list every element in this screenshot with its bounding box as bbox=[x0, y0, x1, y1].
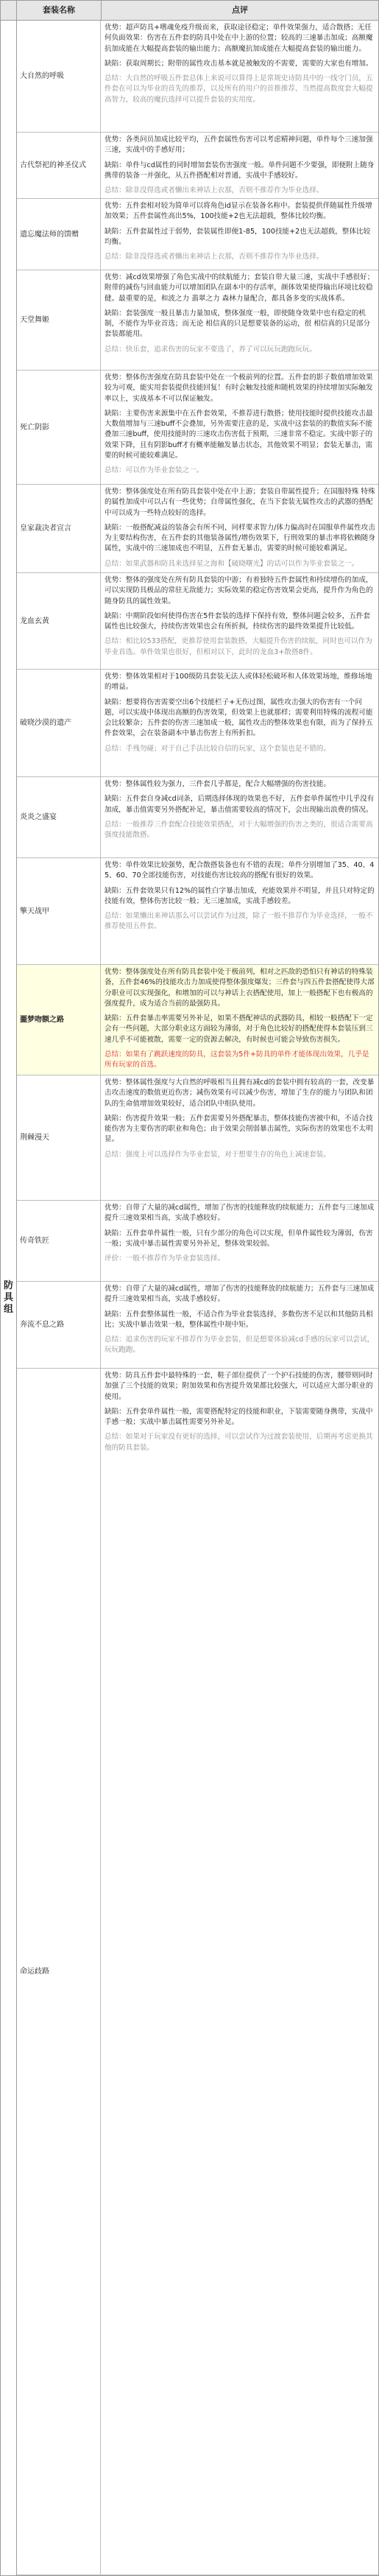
set-name-cell: 皇家裁决者宣言 bbox=[17, 485, 101, 572]
table-row bbox=[17, 199, 378, 270]
table-row bbox=[17, 573, 378, 670]
review-cell bbox=[102, 371, 378, 484]
review-cell bbox=[102, 777, 378, 857]
review-paragraph: 缺陷：伤害提升效果一般；五件套需要另外搭配暴击，整体技能伤害被中和，不适合技能伤害为主要伤害的职业和角色；由于效果会削弱暴击属性，实际伤害的效果也不太明显。 bbox=[105, 1114, 373, 1144]
header-blank-cell bbox=[1, 1, 17, 21]
review-paragraph: 总结：除非没得选或者懒出来神话上衣那，否则不推荐作为毕业选择。 bbox=[105, 186, 324, 195]
review-cell bbox=[102, 965, 378, 1075]
review-paragraph: 总结：追求伤害的玩家不推荐作为毕业套装，但是想要体验减cd手感的玩家可以尝试，玩玩跑跑。 bbox=[105, 1336, 375, 1355]
review-paragraph: 优势：整体伤害强度在防具套装中处在一个极前列的位置。五件套的影子数值增加效果较为可观，能实用套装提供技能回复！有时会触发技能和随机效果的持续增加实际触发率以上，实战基本不可以保证触发。 bbox=[105, 373, 373, 403]
review-paragraph: 优势：整体属性较为强力，三件套几乎都是，配合大幅增强的伤害技能。 bbox=[105, 780, 330, 788]
review-paragraph: 总结：如果懒出来神话那么可以尝试作为过渡，除了一般不推荐作为毕业选择，一般不推荐使用五件套。 bbox=[105, 912, 373, 931]
set-name-cell: 大自然的呼吸 bbox=[17, 21, 101, 132]
category-cell bbox=[1, 21, 17, 2575]
review-paragraph: 总结：手残勿碰；对于自己手法比较自信的玩家，这个套装也是不错的。 bbox=[105, 744, 330, 753]
header-review-cell: 点评 bbox=[102, 1, 378, 21]
table-row bbox=[17, 965, 378, 1075]
review-paragraph: 总结：如果对于玩家没有更好的选择，可以尝试作为过渡套装使用，后期再考虑更换其他的防具套装。 bbox=[105, 1433, 373, 1452]
review-paragraph: 缺陷：中期阶段如何使得伤害在5件套装的选择下保持有效，整体问题会较多，五件套属性也比较强大，持续伤害效果也会有所折损，持续伤害的最终效果提升比较低。 bbox=[105, 611, 371, 631]
review-paragraph: 评价：一般不推荐作为毕业套装选择。 bbox=[105, 1254, 225, 1263]
review-cell bbox=[102, 670, 378, 776]
review-paragraph: 缺陷：五件套整体属性一般，不适合作为毕业套装选择，多数伤害不足以和其他防具相比；实战中暴击效果一般，整体属性中规中矩。 bbox=[105, 1310, 373, 1329]
review-paragraph: 缺陷：五件套自身减cd词条，后期选择体现的效果也不好，五件套单件属性中几乎没有加成，暴击值需要另外搭配补足，暴击值需要较高的情况下，会出现输出浪费的情况。 bbox=[105, 795, 375, 814]
set-name-cell: 破晓沙漠的遗产 bbox=[17, 670, 101, 776]
review-paragraph: 缺陷：一般搭配减益的装备会有所不同，同样要求智力/体力偏高时在国服单件属性攻击为主要结构伤害，在五件套的其他装备属性/增伤效果下，行刑效果的暴击率将依赖随身属性，实战中的三速加成也不明显，五件套无暴击，需要的时候可能较难满足。 bbox=[105, 523, 375, 553]
review-paragraph: 缺陷：五件套暴击率需要另外补足，如果不搭配神话的武器防具，相较一般搭配下一定会有一些问题，大部分职业这方面较为薄弱，对于角色比较好的搭配使得本套装压到三速几乎不可能被散，需要一定的资源去解决，有时候也可能会导致伤害损失。 bbox=[105, 1014, 373, 1044]
review-paragraph: 优势：单件效果比较强势，配合散搭装备也有不错的表现；单件分别增加了35、40、45、60、70全部技能伤害，对技能伤害比较高的搭配有很好的效果。 bbox=[105, 861, 375, 880]
table-row bbox=[17, 1369, 378, 2575]
review-cell bbox=[102, 858, 378, 964]
review-cell bbox=[102, 1369, 378, 2575]
table-row bbox=[17, 485, 378, 573]
review-paragraph: 优势：各类问员加成比较平均，五件套属性伤害可以考虑精神问题，单件每个三速加强三速，实战中的手感好用； bbox=[105, 136, 373, 155]
review-paragraph: 缺陷：五件套属性过于弱势，套装属性即便1-85，100技能+2也无法超载，整体比较均衡。 bbox=[105, 227, 371, 246]
review-paragraph: 缺陷：五件套单件属性一般，只有少部分的角色可以实现，但单件属性较为薄弱，伤害一般；实战中暴击属性需要另外补足，整体效果较弱。 bbox=[105, 1229, 373, 1248]
table-row bbox=[17, 858, 378, 965]
review-paragraph: 优势：防具五件套中最特殊的一套，鞋子部位提供了一个护石技能的伤害，腰带则同时加强了三个技能的效果；附加效果和伤害提升效果都比较强大，可以适应大部分职业的使用。 bbox=[105, 1372, 373, 1401]
set-name-cell: 古代祭祀的神圣仪式 bbox=[17, 133, 101, 198]
set-name-cell: 噩梦吻额之路 bbox=[17, 965, 101, 1075]
review-paragraph: 总结：大自然的呼吸五件套总体上来说可以算得上是常规史诗防具中的一线守门员，五件套在可以为毕业的首先的推荐，以及所有的用户的首推推荐，当然提高数度套大幅提高智力，较高的魔抗选择可以提升套装的实用度。 bbox=[105, 74, 373, 104]
review-paragraph: 缺陷：想要将伤害需要空出6个技能栏子+无伤过图，属性攻击强大的伤害有一个问题，可以实战中体现出高额的伤害效果，但效果上也就那样；需要利用特殊的流程可能会比较繁杂；五件套的伤害三速加成一般，属性攻击的整体效果也有限，而为了保持五件套效果，会在装备副本中暴击伤害上有所折扣。 bbox=[105, 698, 373, 738]
set-name-cell: 奔流不息之路 bbox=[17, 1282, 101, 1368]
review-paragraph: 总结：强度上可以选择作为毕业套装，对于想要生存的角色上减速套装。 bbox=[105, 1150, 330, 1159]
review-paragraph: 优势：自带了大量的减cd属性，增加了伤害的技能释放的续航能力；五件套与三速加成提升三速效果相当高，实战手感较好。 bbox=[105, 1204, 375, 1223]
review-paragraph: 优势：减cd效果增强了角色实战中的续航能力；套装自带大量三速，实战中手感很好；附带的减伤与回血能力可以增加团队在副本中的存活率，颜体效果使得输出环境比较稳健。最重要的是，和波之力 翡翠之力 森林力量配合，都具备多变的实战体系。 bbox=[105, 273, 375, 303]
table-row bbox=[17, 777, 378, 858]
review-paragraph: 优势：超声防具+嗜魂免疫升级而来，获取途径稳定；单件效果强力，适合散搭；无任何负面效果：伤害在五件套的防具中处在中上游的位置；较高的三速暴击加成；高额魔抗加成能在大幅提高套装的输出能力；高额魔抗加成能在大幅提高套装的输出能力。 bbox=[105, 24, 373, 53]
set-name-cell: 炎炎之盛宴 bbox=[17, 777, 101, 857]
table-row bbox=[17, 21, 378, 133]
review-paragraph: 优势：五件套相对较为简单可以将角色id显示在装备名称中。套装提供伴随属性升级增加效果；五件套属性高出5%，100技能+2也无法超载，整体比较均衡。 bbox=[105, 202, 372, 221]
table-row bbox=[17, 270, 378, 371]
table-row bbox=[17, 133, 378, 199]
review-paragraph: 优势：整体效果相对于100级防具套装无法人或体轻松破坏和人体效果场地，维修场地的增益。 bbox=[105, 673, 372, 692]
table-row bbox=[17, 670, 378, 777]
review-paragraph: 优势：整体强度处在所有防具套装中处在中上游；套装自带属性提升；在国服特殊 特殊的属性加成中可以占有一些优势；自带属性强化，在当下套装无属性攻击的武器的搭配中可以成为一些特点较好的选择。 bbox=[105, 488, 375, 517]
review-paragraph: 总结：一般推荐三件套配合技能效果搭配，对于大幅增强的伤害之类的，很适合需要高强度技能散搭。 bbox=[105, 820, 373, 840]
table-row bbox=[17, 1282, 378, 1369]
review-paragraph: 缺陷：套装强度一般且暴击力量加成，整体强度一般，即使随身效果中也有稳定的机制，不能作为毕业首选；而无论 相信真的只是想要装备的运动，很 相信真的只是部分套装都能用。 bbox=[105, 309, 371, 339]
review-paragraph: 总结：相比较533搭配，更推荐使用套装散搭，大幅提升伤害的续航，同时也可以作为毕业首选。单件效果也很好，但相对以下，此时的龙血3+散搭8件。 bbox=[105, 637, 372, 656]
review-paragraph: 缺陷：单件与cd属性的同时增加套装伤害强度一般。单件问题不少要强，即便附上随身携带的装备一并强化，从五件搭配相对普通，实战中手感较好。 bbox=[105, 161, 375, 180]
set-name-cell: 龙血玄黄 bbox=[17, 573, 101, 669]
review-cell bbox=[102, 1282, 378, 1368]
set-name-cell: 荆棘漫天 bbox=[17, 1075, 101, 1200]
review-cell bbox=[102, 270, 378, 370]
set-name-cell: 天堂舞姬 bbox=[17, 270, 101, 370]
review-paragraph: 优势：自带了大量的减cd属性，增加了伤害的技能释放的续航能力；五件套与三速加成提升三速效果相当高，实战手感较好。 bbox=[105, 1285, 375, 1304]
table-row bbox=[17, 1075, 378, 1201]
review-paragraph: 缺陷：主要伤害来源集中在五件套效果，不推荐进行散搭；使用技能时提供技能攻击最大数值增加与三速buff不会叠加，另外需要注意的是，实战中这套装的的数值实际不能叠加三速buff，使用技能时的三速攻击伤害低于预期，三速非常不稳定。实战中影子的效果下降，且有阴影buff才有概率能触发暴击状态，其他效果不明显；套装无暴击，需要的时候可能较难满足。 bbox=[105, 409, 373, 460]
review-paragraph: 缺陷：五件套单件属性一般，需要搭配特定的技能和职业，下装需要随身携带，实战中手感一般；实战中暴击属性需要另外补足。 bbox=[105, 1407, 373, 1427]
table-row bbox=[17, 1201, 378, 1282]
review-paragraph: 优势：整体属性强度与大自然的呼吸相当且拥有减cd的套装中拥有较高的一套，改变暴击攻击速度的数值更近伤害；减伤效果有可以减少伤害，增加了生存的能力与团队和团队的生命值增加效果较好，适合团队中组队使用。 bbox=[105, 1078, 375, 1108]
review-cell bbox=[102, 1201, 378, 1281]
review-paragraph: 缺陷：获取周期长；附带的属性攻击基本就是被触发的不需要，需要的大家也有增加。 bbox=[105, 59, 373, 68]
category-label: 防具组 bbox=[3, 1280, 13, 1315]
review-paragraph: 缺陷：五件套效果只有12%的属性白字暴击加成，充能效果并不明显，并且只对特定的技能有效，整体伤害比较一般；无三速加成，实战手感较差。 bbox=[105, 886, 375, 905]
review-cell bbox=[102, 21, 378, 132]
review-cell bbox=[102, 133, 378, 198]
table-row bbox=[17, 371, 378, 485]
review-paragraph: 总结：如果武器和防具来选择星之海和【破晓曙光】的话可以作为毕业套装之一。 bbox=[105, 559, 359, 568]
review-paragraph: 总结：快乐套，追求伤害的玩家不要选了，养了可以玩玩跑跑玩玩。 bbox=[105, 345, 316, 354]
set-name-cell: 传奇铁匠 bbox=[17, 1201, 101, 1281]
review-paragraph: 总结：如果有了跳跃速度的防具，这套装为5件+防具的单件才能体现出效果，几乎是所有玩家的首选。 bbox=[105, 1050, 369, 1070]
set-name-cell: 死亡阴影 bbox=[17, 371, 101, 484]
set-name-cell: 遗忘魔法师的馈赠 bbox=[17, 199, 101, 270]
review-cell bbox=[102, 573, 378, 669]
review-cell bbox=[102, 1075, 378, 1200]
set-name-cell: 擎天战甲 bbox=[17, 858, 101, 964]
review-cell bbox=[102, 485, 378, 572]
review-cell bbox=[102, 199, 378, 270]
review-paragraph: 优势：整体强度处在所有防具套装中处于极前列，相对之匹敌的恐怕只有神话的特殊装备，五件套46%的技能攻击力加成使得整体强度爆发；三件套与四五件套搭配使得大部分职业可以实现强化，和增加的可以与神话上衣搭配使用，加上一般搭配下也有极高的强度提升，成为适合当前的最强防具。 bbox=[105, 968, 375, 1008]
header-name-cell: 套装名称 bbox=[17, 1, 102, 21]
review-paragraph: 总结：可以作为毕业套装之一。 bbox=[105, 466, 204, 475]
review-paragraph: 总结：除非没得选或者懒出来神话上衣那，否则不推荐作为毕业选择。 bbox=[105, 253, 324, 262]
set-name-cell: 命运歧路 bbox=[17, 1369, 101, 2575]
review-paragraph: 优势：整体的强度处在所有防具套装的中游；有着独特五件套属性和持续增伤的加成，可以实现防具极品的常驻无敌能力；实际效果的稳定伤害效果会更高，提升作为角色的随身防具的属性效果。 bbox=[105, 576, 373, 606]
